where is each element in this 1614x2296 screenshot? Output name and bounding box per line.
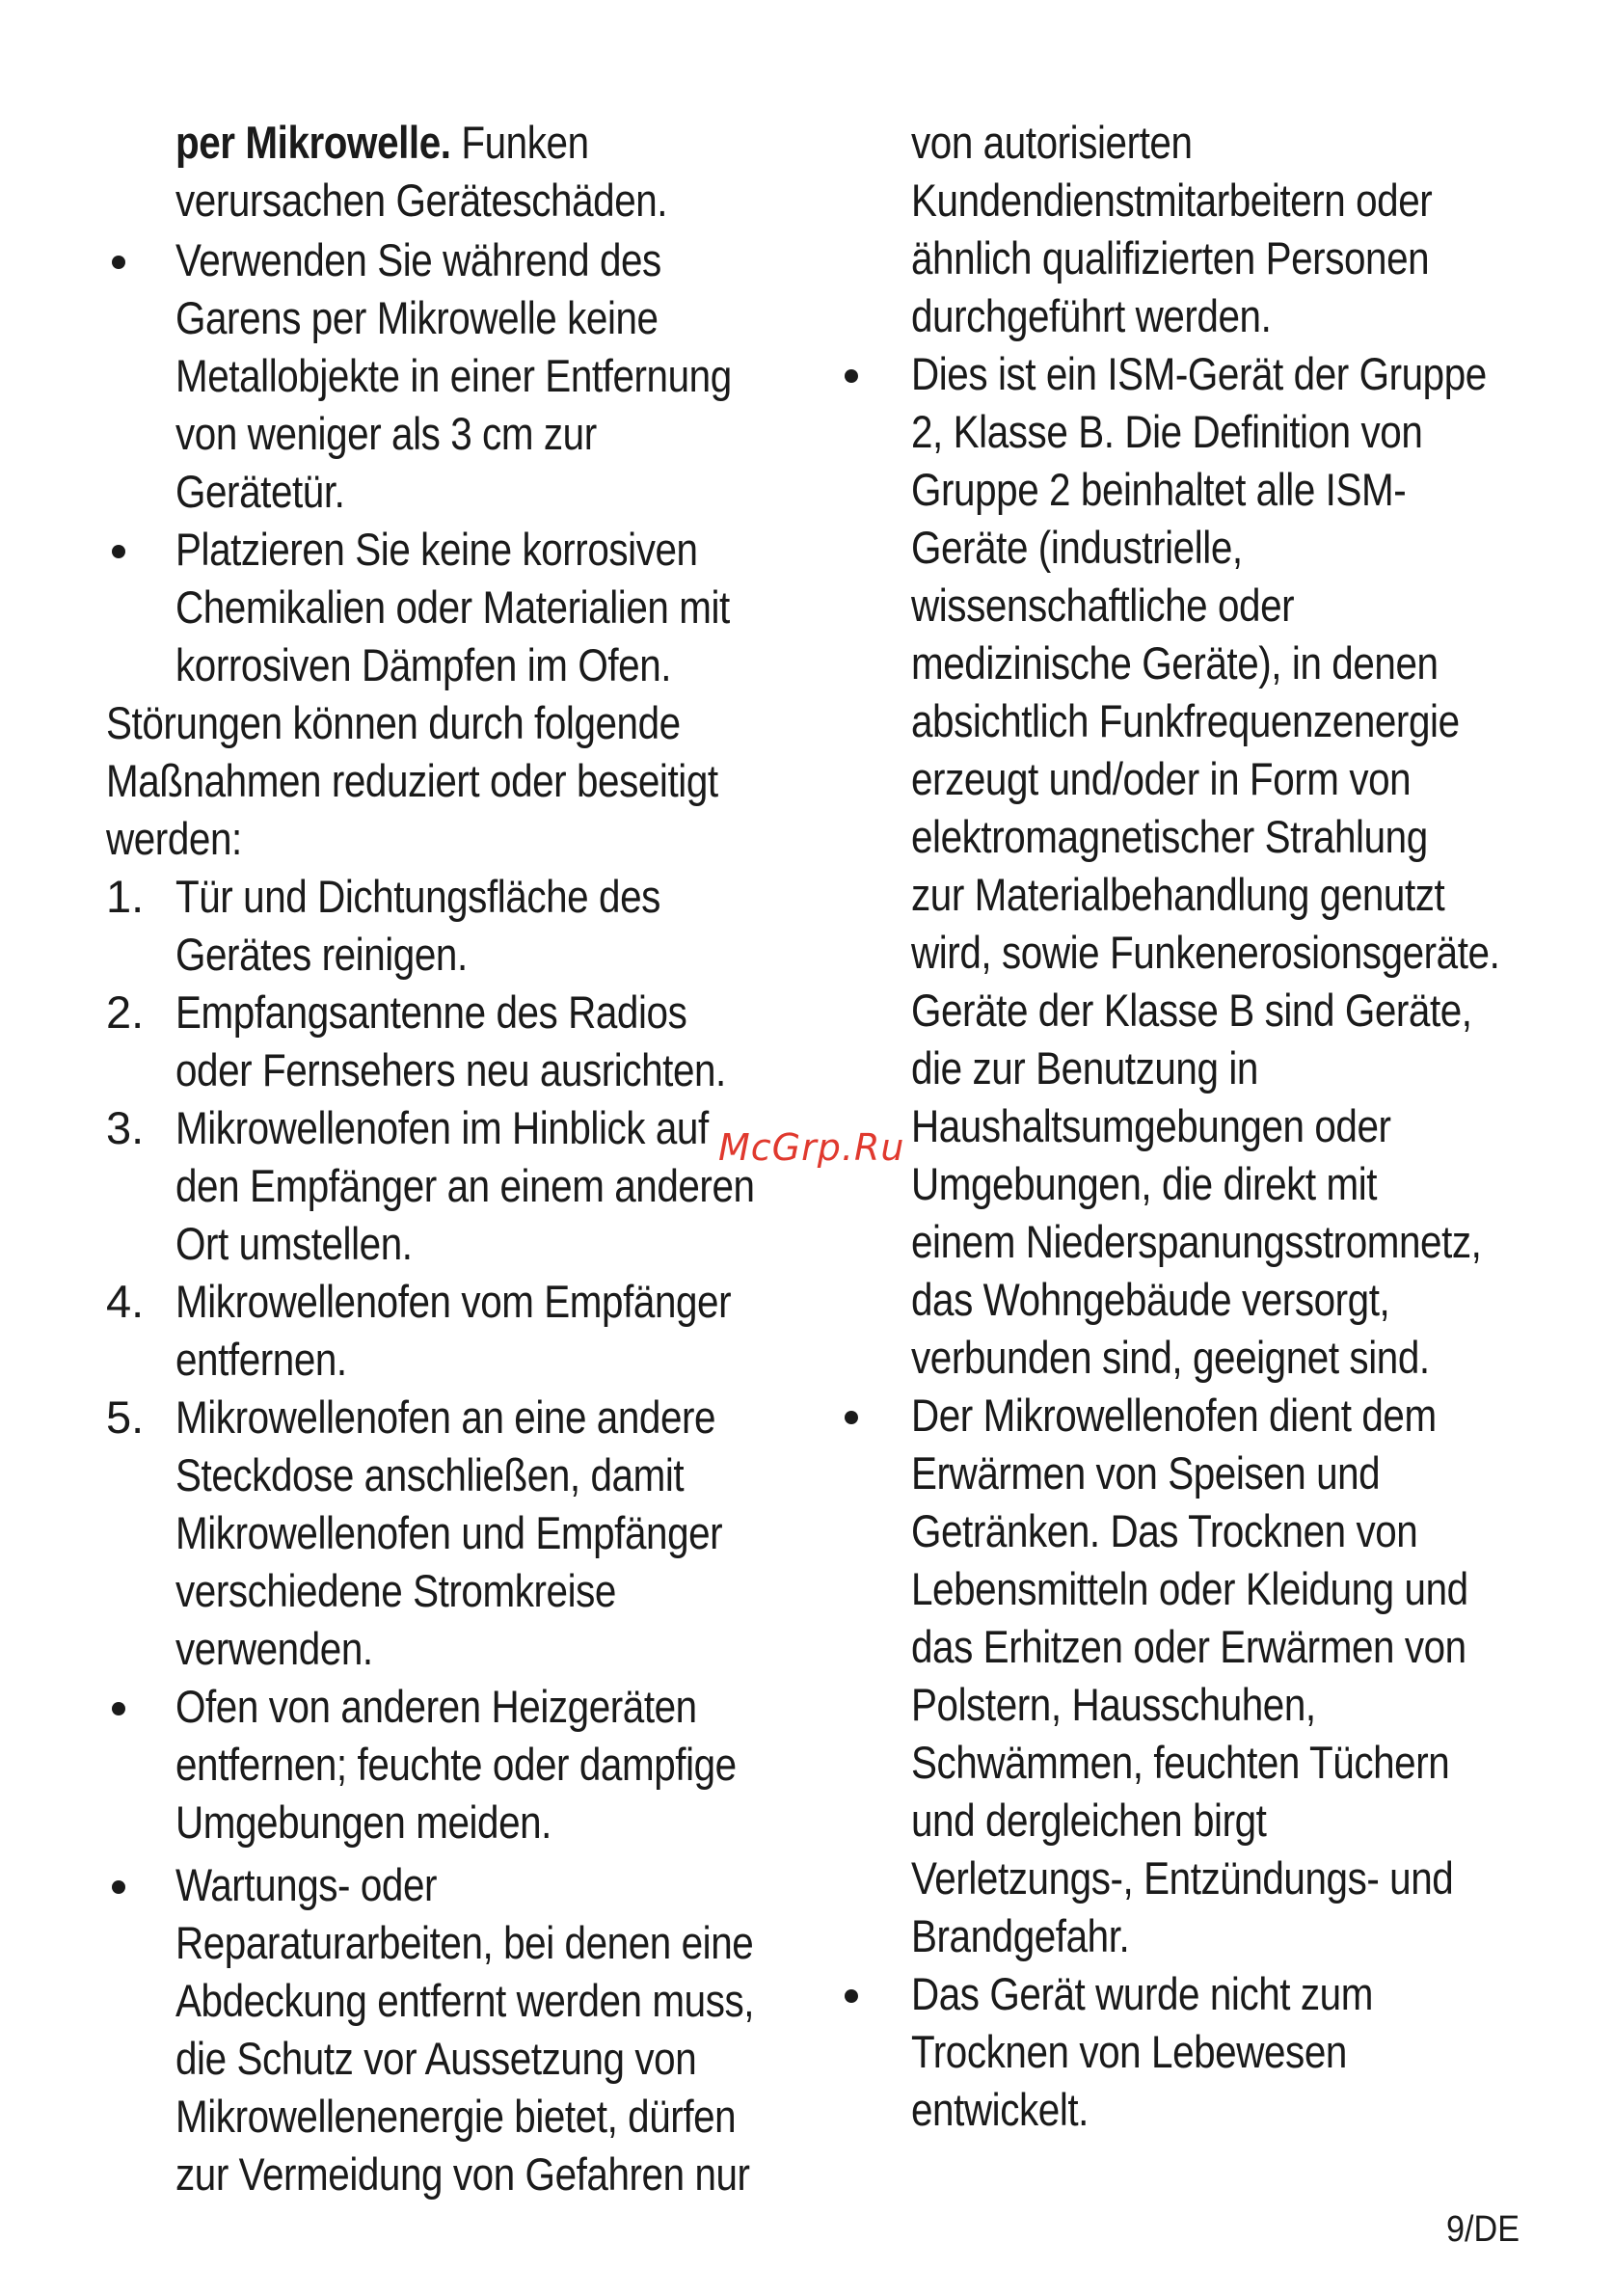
list-line: von autorisierten: [911, 117, 1193, 168]
list-line: Mikrowellenofen vom Empfänger: [175, 1276, 732, 1327]
intro-line-2: verursachen Geräteschäden.: [175, 175, 668, 226]
intro-text: Funken: [450, 117, 589, 168]
list-line: entwickelt.: [911, 2084, 1089, 2135]
list-line: Brandgefahr.: [911, 1910, 1130, 1961]
list-line: Steckdose anschließen, damit: [175, 1449, 685, 1500]
list-line: Polstern, Hausschuhen,: [911, 1679, 1316, 1730]
list-line: Haushaltsumgebungen oder: [911, 1100, 1391, 1151]
paragraph-line: werden:: [106, 813, 242, 864]
bullet-icon: [112, 1702, 125, 1715]
paragraph-line: Maßnahmen reduziert oder beseitigt: [106, 755, 718, 806]
list-line: das Wohngebäude versorgt,: [911, 1274, 1390, 1325]
bullet-icon: [845, 1989, 858, 2003]
page-number: 9/DE: [1446, 2209, 1520, 2250]
list-line: Schwämmen, feuchten Tüchern: [911, 1737, 1450, 1788]
list-line: Der Mikrowellenofen dient dem: [911, 1390, 1437, 1441]
list-line: elektromagnetischer Strahlung: [911, 811, 1428, 862]
step-number: 5.: [106, 1391, 145, 1443]
list-line: zur Materialbehandlung genutzt: [911, 869, 1445, 920]
list-line: Gerätes reinigen.: [175, 929, 468, 980]
list-line: Das Gerät wurde nicht zum: [911, 1968, 1373, 2019]
list-line: Trocknen von Lebewesen: [911, 2026, 1347, 2077]
step-number: 2.: [106, 986, 145, 1038]
list-line: den Empfänger an einem anderen: [175, 1160, 755, 1211]
list-line: wird, sowie Funkenerosionsgeräte.: [911, 927, 1500, 978]
list-line: Empfangsantenne des Radios: [175, 986, 687, 1038]
list-line: oder Fernsehers neu ausrichten.: [175, 1044, 726, 1095]
step-number: 1.: [106, 871, 145, 922]
list-line: verbunden sind, geeignet sind.: [911, 1332, 1430, 1383]
list-line: einem Niederspanungsstromnetz,: [911, 1216, 1482, 1267]
list-line: Mikrowellenenergie bietet, dürfen: [175, 2091, 737, 2142]
list-line: Wartungs- oder: [175, 1859, 438, 1910]
watermark: McGrp.Ru: [718, 1126, 905, 1169]
list-line: Geräte (industrielle,: [911, 522, 1243, 573]
list-line: Abdeckung entfernt werden muss,: [175, 1975, 755, 2026]
list-line: durchgeführt werden.: [911, 290, 1272, 341]
list-line: Tür und Dichtungsfläche des: [175, 871, 660, 922]
list-line: Platzieren Sie keine korrosiven: [175, 524, 698, 575]
list-line: verwenden.: [175, 1623, 373, 1674]
list-line: Umgebungen, die direkt mit: [911, 1158, 1378, 1209]
list-line: verschiedene Stromkreise: [175, 1565, 616, 1616]
list-line: Umgebungen meiden.: [175, 1796, 551, 1848]
list-line: Metallobjekte in einer Entfernung: [175, 350, 732, 401]
intro-line-1: [175, 114, 589, 172]
bullet-icon: [845, 369, 858, 383]
step-number: 4.: [106, 1276, 145, 1327]
list-line: entfernen.: [175, 1334, 347, 1385]
list-line: Erwärmen von Speisen und: [911, 1447, 1381, 1499]
list-line: das Erhitzen oder Erwärmen von: [911, 1621, 1466, 1672]
intro-bold-text: per Mikrowelle.: [175, 117, 451, 168]
list-line: Chemikalien oder Materialien mit: [175, 581, 730, 633]
list-line: die Schutz vor Aussetzung von: [175, 2033, 697, 2084]
list-line: Getränken. Das Trocknen von: [911, 1505, 1418, 1556]
list-line: Verwenden Sie während des: [175, 234, 661, 285]
list-line: erzeugt und/oder in Form von: [911, 753, 1412, 804]
list-line: korrosiven Dämpfen im Ofen.: [175, 639, 672, 690]
list-line: Ofen von anderen Heizgeräten: [175, 1681, 697, 1732]
list-line: Lebensmitteln oder Kleidung und: [911, 1563, 1468, 1614]
list-line: zur Vermeidung von Gefahren nur: [175, 2148, 750, 2200]
list-line: Mikrowellenofen an eine andere: [175, 1391, 716, 1443]
list-line: Mikrowellenofen und Empfänger: [175, 1507, 723, 1558]
step-number: 3.: [106, 1102, 145, 1153]
bullet-icon: [112, 545, 125, 558]
list-line: Geräte der Klasse B sind Geräte,: [911, 985, 1472, 1036]
list-line: Gerätetür.: [175, 466, 345, 517]
list-line: 2, Klasse B. Die Definition von: [911, 406, 1423, 457]
list-line: die zur Benutzung in: [911, 1042, 1258, 1094]
list-line: entfernen; feuchte oder dampfige: [175, 1739, 737, 1790]
list-line: Reparaturarbeiten, bei denen eine: [175, 1917, 754, 1968]
bullet-icon: [112, 1880, 125, 1894]
list-line: Mikrowellenofen im Hinblick auf: [175, 1102, 709, 1153]
list-line: ähnlich qualifizierten Personen: [911, 232, 1430, 284]
list-line: wissenschaftliche oder: [911, 580, 1295, 631]
list-line: und dergleichen birgt: [911, 1795, 1267, 1846]
list-line: Verletzungs-, Entzündungs- und: [911, 1852, 1454, 1904]
paragraph-line: Störungen können durch folgende: [106, 697, 681, 748]
list-line: Ort umstellen.: [175, 1218, 413, 1269]
list-line: Dies ist ein ISM-Gerät der Gruppe: [911, 348, 1487, 399]
bullet-icon: [845, 1411, 858, 1424]
bullet-icon: [112, 256, 125, 269]
list-line: Garens per Mikrowelle keine: [175, 292, 659, 343]
list-line: Gruppe 2 beinhaltet alle ISM-: [911, 464, 1407, 515]
list-line: von weniger als 3 cm zur: [175, 408, 597, 459]
list-line: absichtlich Funkfrequenzenergie: [911, 695, 1460, 746]
list-line: medizinische Geräte), in denen: [911, 637, 1439, 689]
list-line: Kundendienstmitarbeitern oder: [911, 175, 1433, 226]
